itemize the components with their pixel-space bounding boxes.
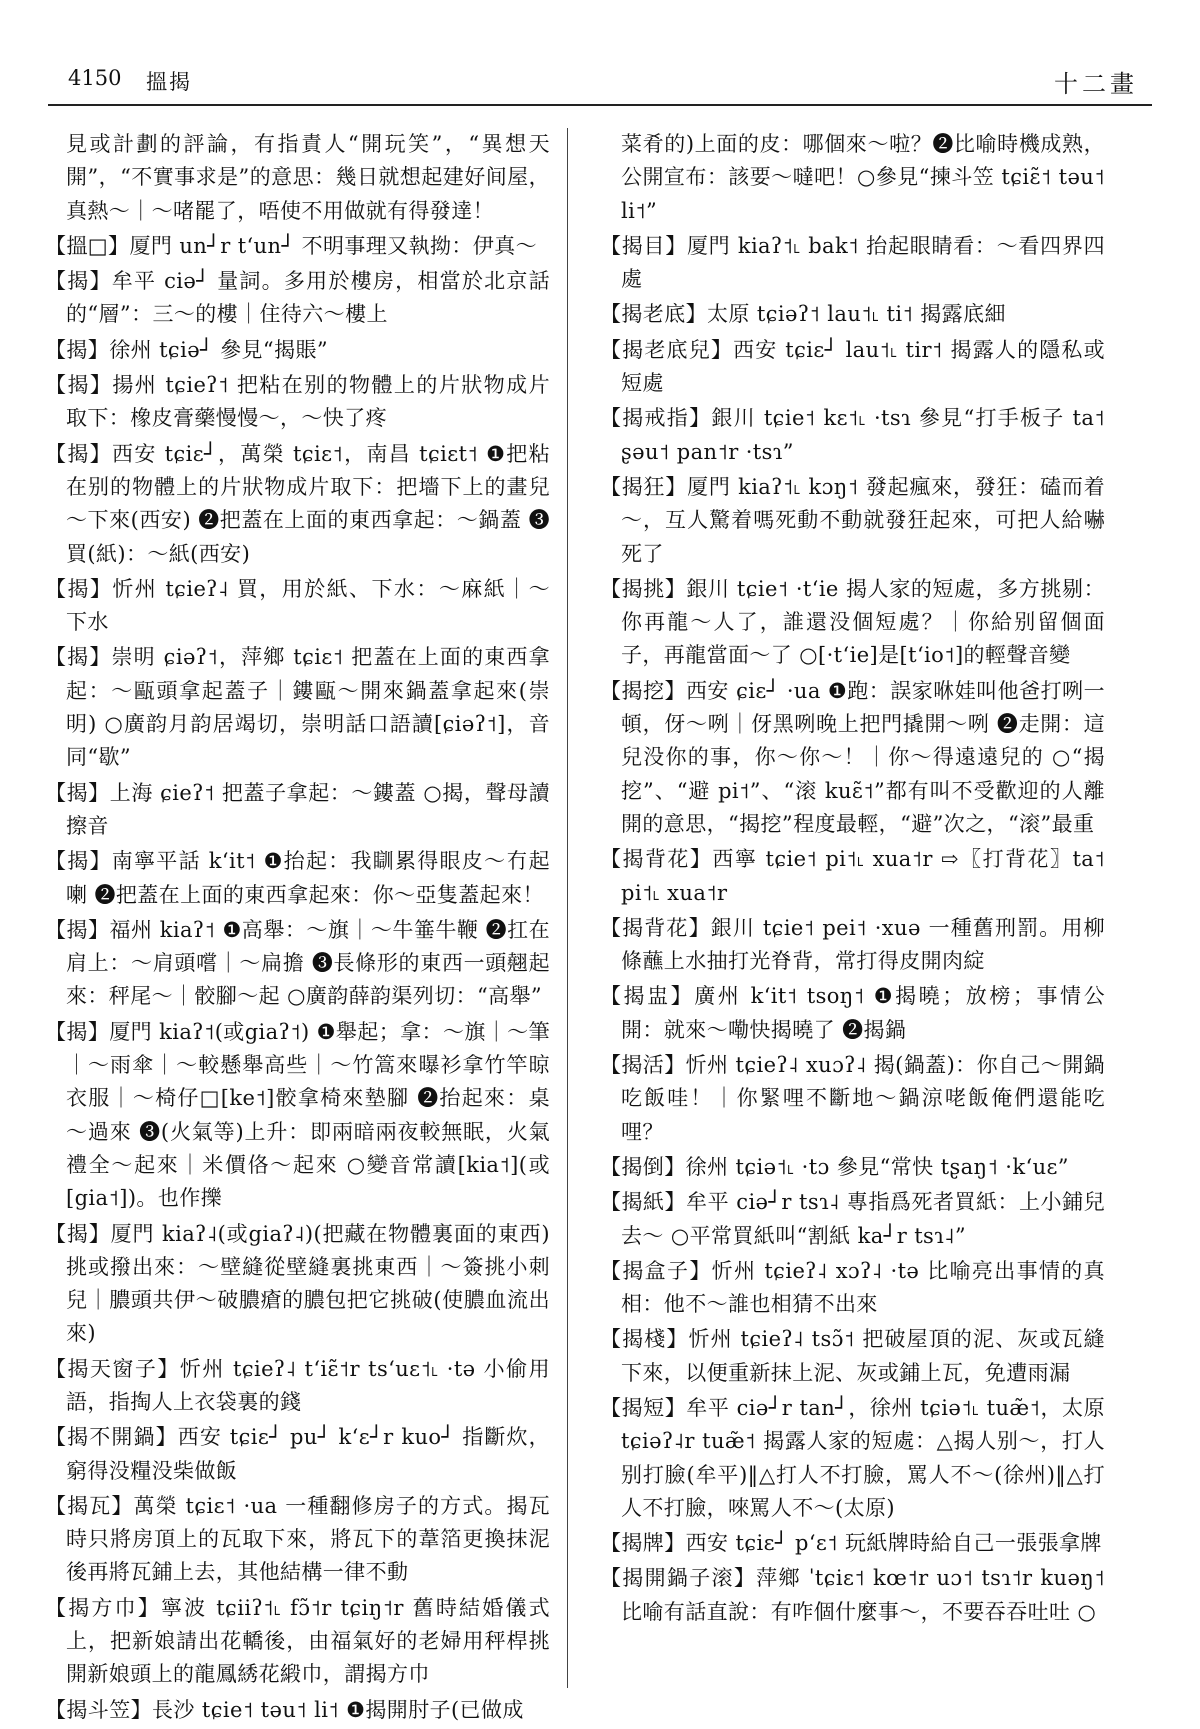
dictionary-entry: 【揭挖】西安 ɕiɛ┘ ·ua ❶跑：誤家咻娃叫他爸打咧一頓，伢～咧｜伢黑咧晚上把門撬開～咧 ❷走開：這兒没你的事，你～你～！｜你～得遠遠兒的 ○“揭挖”、“避 pi˦”、“滚 kuɛ̃˦”都有叫不受歡迎的人離開的意思，“揭挖”程度最輕，“避”次之，“滚”最重 <box>600 678 1105 836</box>
dictionary-entry: 【揭背花】西寧 tɕie˦ pi˦˪ xua˦r ⇨〖打背花〗ta˦ pi˦˪ xua˦r <box>600 847 1105 905</box>
dictionary-entry: 【揭】南寧平話 kʻit˦ ❶抬起：我瞓累得眼皮～冇起喇 ❷把蓋在上面的東西拿起來：你～亞隻蓋起來！ <box>45 849 550 907</box>
dictionary-entry: 【揭老底兒】西安 tɕiɛ┘ lau˦˪ tir˦ 揭露人的隱私或短處 <box>600 337 1105 396</box>
dictionary-entry: 【揭牌】西安 tɕiɛ┘ pʻɛ˦ 玩紙牌時給自己一張張拿牌 <box>600 1531 1102 1556</box>
dictionary-entry: 【揭】忻州 tɕieʔ˨ 買，用於紙、下水：～麻紙｜～下水 <box>45 576 550 635</box>
dictionary-entry: 見或計劃的評論，有指責人“開玩笑”，“異想天開”，“不實事求是”的意思：幾日就想起建好间屋，真熱～｜～啫罷了，唔使不用做就有得發達！ <box>66 132 550 223</box>
dictionary-entry: 【揭】西安 tɕiɛ┘，萬榮 tɕiɛ˦，南昌 tɕiɛt˦ ❶把粘在别的物體上的片狀物成片取下：把墻下上的畫兒～下來(西安) ❷把蓋在上面的東西拿起：～鍋蓋 ❸買(紙)：～紙(西安) <box>45 441 550 566</box>
dictionary-entry: 【揭盒子】忻州 tɕieʔ˨ xɔʔ˨ ·tə 比喻亮出事情的真相：他不～誰也相猜不出來 <box>600 1258 1105 1317</box>
dictionary-entry: 【揭】福州 kiaʔ˦ ❶高舉：～旗｜～牛箠牛鞭 ❷扛在肩上：～肩頭嚐｜～扁擔 ❸長條形的東西一頭翹起來：秤尾～｜骹腳～起 ○廣韵薛韵渠列切：“高舉” <box>45 917 550 1009</box>
dictionary-entry: 【揭】厦門 kiaʔ˦(或giaʔ˦) ❶舉起；拿：～旗｜～筆｜～雨傘｜～較懸舉高些｜～竹篙來曝衫拿竹竿晾衣服｜～椅仔□[ke˦]骹拿椅來墊腳 ❷抬起來：桌～過來 ❸(火氣等)上升：即兩暗兩夜較無眠，火氣禮全～起來｜米價佫～起來 ○變音常讀[kia˦](或[gia˦])。也作擽 <box>45 1019 550 1211</box>
page-header <box>48 58 1152 106</box>
dictionary-entry: 【揭活】忻州 tɕieʔ˨ xuɔʔ˨ 揭(鍋蓋)：你自己～開鍋吃飯哇！｜你緊哩不斷地～鍋涼咾飯俺們還能吃哩？ <box>600 1053 1105 1144</box>
dictionary-entry: 【揭棧】忻州 tɕieʔ˨ tsɔ̃˦ 把破屋頂的泥、灰或瓦縫下來，以便重新抹上泥、灰或鋪上瓦，免遭雨漏 <box>600 1327 1105 1385</box>
dictionary-entry: 【揭開鍋子滚】萍鄉 ˈtɕiɛ˦ kœ˦r uɔ˦ tsɿ˦r kuəŋ˦ 比喻有話直說：有咋個什麼事～，不要吞吞吐吐 ○ <box>600 1566 1105 1624</box>
dictionary-entry: 【揭紙】牟平 ciə┘r tsɿ˨ 專指爲死者買紙：上小鋪兒去～ ○平常買紙叫“割紙 ka┘r tsɿ˨” <box>600 1190 1105 1248</box>
right-column <box>600 128 1105 1631</box>
dictionary-entry: 【揭短】牟平 ciə┘r tan┘，徐州 tɕiə˦˪ tuæ̃˦，太原 tɕiəʔ˨r tuæ̃˦ 揭露人家的短處：△揭人别～，打人别打臉(牟平)‖△打人不打臉，罵人不～(徐州)‖△打人不打臉，唻罵人不～(太原) <box>600 1395 1105 1520</box>
dictionary-entry: 【揭狂】厦門 kiaʔ˦˪ kɔŋ˦ 發起瘋來，發狂：磕而着～，互人驚着嗎死動不動就發狂起來，可把人給嚇死了 <box>600 474 1105 566</box>
dictionary-entry: 【揭斗笠】長沙 tɕie˦ təu˦ li˦ ❶揭開肘子(已做成 <box>45 1697 524 1722</box>
dictionary-entry: 【揭】上海 ɕieʔ˦ 把蓋子拿起：～鏤蓋 ○揭，聲母讀擦音 <box>45 780 550 838</box>
dictionary-entry: 【揭盅】廣州 kʻit˦ tsoŋ˦ ❶揭曉；放榜；事情公開：就來～嘞快揭曉了 ❷揭鍋 <box>600 984 1105 1042</box>
dictionary-entry: 【揭】揚州 tɕieʔ˦ 把粘在别的物體上的片狀物成片取下：橡皮膏藥慢慢～，～快了疼 <box>45 373 550 431</box>
dictionary-entry: 【揭目】厦門 kiaʔ˦˪ bak˦ 抬起眼睛看：～看四界四處 <box>600 233 1105 292</box>
dictionary-entry: 【搵□】厦門 un┘r tʻun┘ 不明事理又執拗：伊真～ <box>45 233 538 258</box>
dictionary-entry: 【揭天窗子】忻州 tɕieʔ˨ tʻiɛ̃˦r tsʻuɛ˦˪ ·tə 小偷用語，指掏人上衣袋裏的錢 <box>45 1356 550 1414</box>
dictionary-entry: 【揭不開鍋】西安 tɕiɛ┘ pu┘ kʻɛ┘r kuo┘ 指斷炊，窮得没糧没柴做飯 <box>45 1425 550 1483</box>
dictionary-entry: 【揭背花】銀川 tɕie˦ pei˦ ·xuə 一種舊刑罰。用柳條蘸上水抽打光脊背，常打得皮開肉綻 <box>600 915 1105 974</box>
left-column <box>45 128 550 1729</box>
dictionary-entry: 【揭挑】銀川 tɕie˦ ·tʻie 揭人家的短處，多方挑剔：你再龍～人了，誰還没個短處？｜你給别留個面子，再龍當面～了 ○[·tʻie]是[tʻio˦]的輕聲音變 <box>600 576 1105 668</box>
dictionary-entry: 【揭瓦】萬榮 tɕiɛ˦ ·ua 一種翻修房子的方式。揭瓦時只將房頂上的瓦取下來，將瓦下的葦箔更換抹泥後再將瓦鋪上去，其他結構一律不動 <box>45 1493 550 1585</box>
page-number: 4150 <box>68 66 122 90</box>
dictionary-entry: 菜肴的)上面的皮：哪個來～啦？❷比喻時機成熟，公開宣布：該要～噠吧！○參見“揀斗笠 tɕiɛ̃˦ təu˦ li˦” <box>621 132 1105 223</box>
dictionary-entry: 【揭戒指】銀川 tɕie˦ kɛ˦˪ ·tsɿ 參見“打手板子 ta˦ ʂəu˦ pan˦r ·tsɿ” <box>600 406 1105 464</box>
dictionary-entry: 【揭】厦門 kiaʔ˨(或giaʔ˨)(把藏在物體裏面的東西)挑或撥出來：～壁縫從壁縫裏挑東西｜～簽挑小刺兒｜膿頭共伊～破膿瘡的膿包把它挑破(使膿血流出來) <box>45 1221 550 1346</box>
dictionary-entry: 【揭方巾】寧波 tɕiiʔ˦˪ fɔ̃˦r tɕiŋ˦r 舊時結婚儀式上，把新娘請出花轎後，由福氣好的老婦用秤桿挑開新娘頭上的龍鳳綉花緞巾，謂揭方巾 <box>45 1595 550 1687</box>
column-divider <box>567 128 568 1688</box>
dictionary-entry: 【揭】崇明 ɕiəʔ˦，萍鄉 tɕiɛ˦ 把蓋在上面的東西拿起：～甌頭拿起蓋子｜鏤甌～開來鍋蓋拿起來(崇明) ○廣韵月韵居竭切，崇明話口語讀[ɕiəʔ˦]，音同“歇” <box>45 645 550 770</box>
dictionary-entry: 【揭老底】太原 tɕiəʔ˦ lau˦˪ ti˦ 揭露底細 <box>600 302 1006 327</box>
dictionary-entry: 【揭倒】徐州 tɕiə˦˪ ·tɔ 參見“常快 tʂaŋ˦ ·kʻuɛ” <box>600 1154 1069 1179</box>
dictionary-entry: 【揭】徐州 tɕiə┘ 參見“揭賬” <box>45 337 329 362</box>
dictionary-entry: 【揭】牟平 ciə┘ 量詞。多用於樓房，相當於北京話的“層”：三～的樓｜住待六～樓上 <box>45 269 550 327</box>
running-head-characters: 搵揭 <box>146 70 192 94</box>
stroke-count-section: 十二畫 <box>1054 70 1138 98</box>
